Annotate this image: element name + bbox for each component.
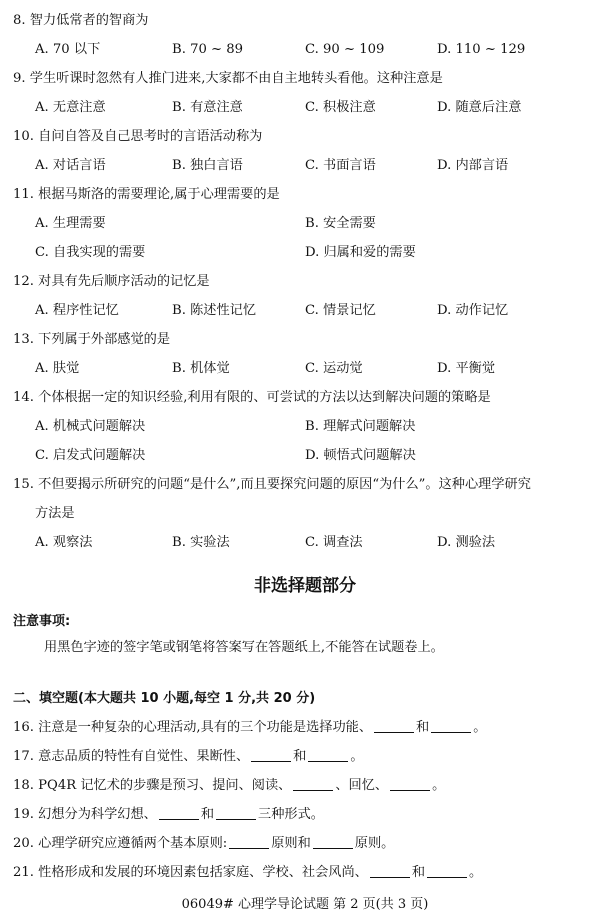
- question-15-stem-continued: 方法是: [35, 506, 75, 521]
- option-a: A. 对话言语: [35, 158, 106, 173]
- answer-blank: [427, 863, 467, 878]
- question-11-options-row2: [0, 238, 610, 267]
- option-d: D. 归属和爱的需要: [305, 245, 416, 260]
- question-13-options: [0, 354, 610, 383]
- question-11-options-row1: [0, 209, 610, 238]
- option-a: A. 无意注意: [35, 100, 106, 115]
- answer-blank: [293, 776, 333, 791]
- answer-blank: [229, 834, 269, 849]
- question-13-stem: 13. 下列属于外部感觉的是: [13, 332, 171, 347]
- option-b: B. 独白言语: [172, 158, 243, 173]
- option-a: A. 生理需要: [35, 216, 106, 231]
- option-b: B. 70 ~ 89: [172, 42, 244, 57]
- option-a: A. 机械式问题解决: [35, 419, 146, 434]
- fill-text: 和: [416, 720, 430, 735]
- fill-text: 和: [200, 807, 215, 822]
- question-10-options: [0, 151, 610, 180]
- option-c: C. 积极注意: [305, 100, 376, 115]
- question-11-stem: 11. 根据马斯洛的需要理论,属于心理需要的是: [13, 187, 280, 202]
- option-d: D. 动作记忆: [437, 303, 509, 318]
- question-10-stem: 10. 自问自答及自己思考时的言语活动称为: [13, 129, 263, 144]
- fill-text: 16. 注意是一种复杂的心理活动,具有的三个功能是选择功能、: [13, 720, 373, 735]
- fill-section-title: 二、填空题(本大题共 10 小题,每空 1 分,共 20 分): [13, 691, 316, 706]
- fill-text: 和: [411, 865, 426, 880]
- fill-text: 和: [293, 749, 307, 764]
- notice-text: 用黑色字迹的签字笔或钢笔将答案写在答题纸上,不能答在试题卷上。: [44, 640, 444, 655]
- question-14-stem: 14. 个体根据一定的知识经验,利用有限的、可尝试的方法以达到解决问题的策略是: [13, 390, 491, 405]
- answer-blank: [390, 776, 430, 791]
- fill-text: 19. 幻想分为科学幻想、: [13, 807, 157, 822]
- answer-blank: [159, 805, 199, 820]
- option-c: C. 启发式问题解决: [35, 448, 146, 463]
- option-d: D. 顿悟式问题解决: [305, 448, 416, 463]
- option-a: A. 观察法: [35, 535, 93, 550]
- option-b: B. 实验法: [172, 535, 230, 550]
- option-a: A. 程序性记忆: [35, 303, 119, 318]
- fill-text: 21. 性格形成和发展的环境因素包括家庭、学校、社会风尚、: [13, 865, 368, 880]
- question-9-stem: 9. 学生听课时忽然有人推门进来,大家都不由自主地转头看他。这种注意是: [13, 71, 443, 86]
- option-b: B. 机体觉: [172, 361, 230, 376]
- fill-text: 17. 意志品质的特性有自觉性、果断性、: [13, 749, 250, 764]
- option-c: C. 调查法: [305, 535, 363, 550]
- fill-text: 原则。: [354, 836, 395, 851]
- option-c: C. 90 ~ 109: [305, 42, 385, 57]
- answer-blank: [251, 747, 291, 762]
- option-c: C. 自我实现的需要: [35, 245, 146, 260]
- fill-question-20: [0, 829, 610, 858]
- question-15-options: [0, 528, 610, 557]
- answer-blank: [431, 718, 471, 733]
- fill-text: 20. 心理学研究应遵循两个基本原则:: [13, 836, 228, 851]
- question-14-options-row1: [0, 412, 610, 441]
- fill-question-21: [0, 858, 610, 887]
- page-footer: 06049# 心理学导论试题 第 2 页(共 3 页): [181, 897, 429, 912]
- question-8-stem: 8. 智力低常者的智商为: [13, 13, 149, 28]
- question-15-stem: 15. 不但要揭示所研究的问题“是什么”,而且要探究问题的原因“为什么”。这种心理学研究: [13, 477, 531, 492]
- answer-blank: [308, 747, 348, 762]
- fill-text: 。: [473, 720, 487, 735]
- answer-blank: [370, 863, 410, 878]
- fill-text: 。: [469, 865, 483, 880]
- answer-blank: [216, 805, 256, 820]
- option-d: D. 随意后注意: [437, 100, 522, 115]
- option-d: D. 平衡觉: [437, 361, 496, 376]
- fill-text: 三种形式。: [258, 807, 324, 822]
- section-title: 非选择题部分: [254, 576, 356, 596]
- option-c: C. 书面言语: [305, 158, 376, 173]
- option-b: B. 理解式问题解决: [305, 419, 416, 434]
- answer-blank: [374, 718, 414, 733]
- question-12-options: [0, 296, 610, 325]
- fill-question-18: [0, 771, 610, 800]
- option-b: B. 安全需要: [305, 216, 376, 231]
- fill-text: 原则和: [271, 836, 311, 851]
- fill-question-19: [0, 800, 610, 829]
- fill-text: 、回忆、: [335, 778, 389, 793]
- fill-text: 。: [350, 749, 364, 764]
- option-a: A. 肤觉: [35, 361, 80, 376]
- option-c: C. 运动觉: [305, 361, 363, 376]
- option-d: D. 110 ~ 129: [437, 42, 526, 57]
- option-b: B. 陈述性记忆: [172, 303, 257, 318]
- fill-question-17: [0, 742, 610, 771]
- option-a: A. 70 以下: [35, 42, 101, 57]
- question-12-stem: 12. 对具有先后顺序活动的记忆是: [13, 274, 210, 289]
- fill-text: 18. PQ4R 记忆术的步骤是预习、提问、阅读、: [13, 778, 292, 793]
- question-8-options: [0, 35, 610, 64]
- question-9-options: [0, 93, 610, 122]
- option-d: D. 内部言语: [437, 158, 509, 173]
- option-d: D. 测验法: [437, 535, 496, 550]
- option-b: B. 有意注意: [172, 100, 243, 115]
- question-14-options-row2: [0, 441, 610, 470]
- fill-question-16: [0, 713, 610, 742]
- answer-blank: [313, 834, 353, 849]
- notice-title: 注意事项:: [13, 614, 71, 629]
- fill-text: 。: [432, 778, 446, 793]
- option-c: C. 情景记忆: [305, 303, 376, 318]
